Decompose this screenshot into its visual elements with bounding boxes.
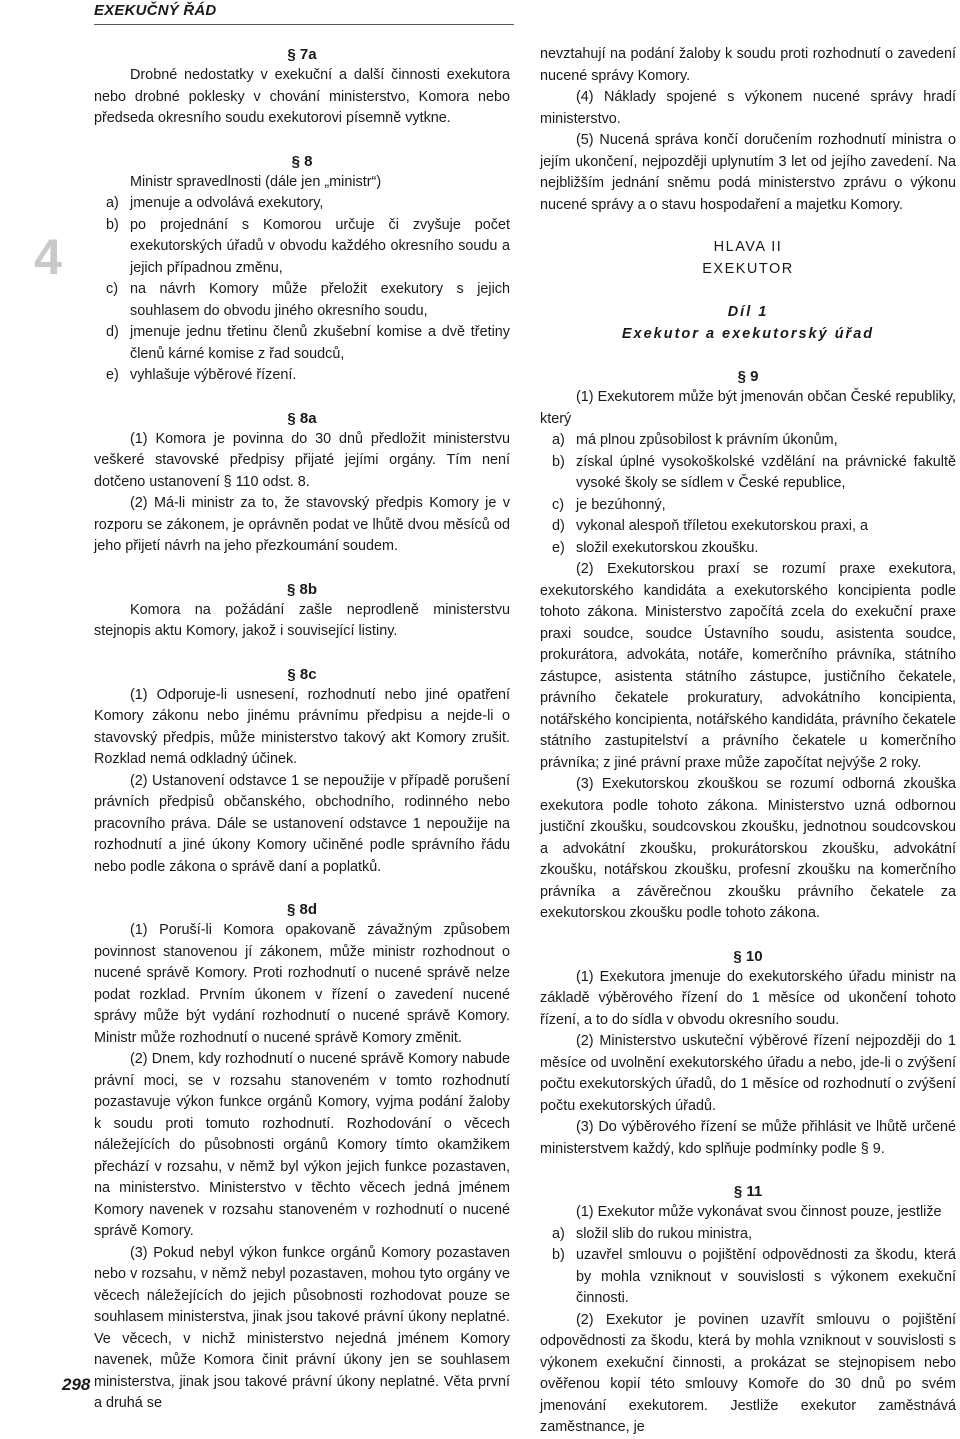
s11-item-a: a) složil slib do rukou ministra, — [552, 1225, 752, 1242]
spacer — [540, 1160, 956, 1181]
part-heading-number: Díl 1 — [727, 304, 769, 320]
s8-item-b: b) po projednání s Komorou určuje či zvyšuje počet exekutorských úřadů v obvodu každého okresního soudu a jejich případnou změnu, — [106, 216, 510, 276]
chapter-heading-number: HLAVA II — [713, 239, 783, 255]
s8a-paragraph-1: (1) Komora je povinna do 30 dnů předložit ministerstvu veškeré stavovské předpisy přijaté jejími orgány. Tím není dotčeno ustanovení § 110 odst. 8. — [94, 430, 510, 490]
s8d-paragraph-2: (2) Dnem, kdy rozhodnutí o nucené správě Komory nabude právní moci, se v rozsahu stanoveném v tomto rozhodnutí pozastavuje výkon funkce orgánů Komory, vyjma podání žaloby k soudu proti tomuto rozhodnutí. Rozhodování o věcech náležejících do působnosti orgánů Komory tímto okamžikem přechází v rozsahu, v němž byl výkon jejich funkce pozastaven, na ministerstvo. Ministerstvo v těchto věcech jedná jménem Komory navenek v rozsahu stanoveném v rozhodnutí o nucené správě Komory. — [94, 1051, 510, 1239]
section-heading-8: § 8 — [291, 152, 313, 170]
spacer — [540, 216, 956, 237]
spacer — [540, 925, 956, 946]
s11-paragraph-1: (1) Exekutor může vykonávat svou činnost pouze, jestliže — [576, 1204, 942, 1220]
s8c-paragraph-2: (2) Ustanovení odstavce 1 se nepoužije v případě porušení právních předpisů občanského, obchodního, rodinného nebo pracovního práva. Dále se ustanovení odstavce 1 nepoužije na rozhodnutí a jiné úkony Komory učiněné podle správního řádu nebo podle zákona o správě daní a poplatků. — [94, 772, 510, 875]
spacer — [94, 387, 510, 408]
s9-item-d: d) vykonal alespoň tříletou exekutorskou praxi, a — [552, 518, 868, 534]
section-heading-7a: § 7a — [287, 46, 317, 63]
s8d-paragraph-1: (1) Poruší-li Komora opakovaně závažným způsobem povinnost stanovenou jí zákonem, může ministr rozhodnout o nucené správě Komory. Proti rozhodnutí o nucené správě nelze podat rozklad. Prvním úkonem v řízení o zavedení nucené správy může být vydání rozhodnutí o nucené správě Komory. Ministr může rozhodnutí o nucené správě Komory změnit. — [94, 922, 510, 1046]
s10-paragraph-1: (1) Exekutora jmenuje do exekutorského úřadu ministr na základě výběrového řízení do 1 měsíce od ukončení tohoto řízení, a to do sídla v obvodu okresního soudu. — [540, 968, 956, 1028]
s8c-paragraph-1: (1) Odporuje-li usnesení, rozhodnutí nebo jiné opatření Komory zákonu nebo jinému právnímu předpisu a nejde-li o stavovský předpis, může ministerstvo takový akt Komory zrušit. Rozklad nemá odkladný účinek. — [94, 686, 510, 767]
s9-item-c: c) je bezúhonný, — [552, 496, 666, 513]
running-header-title: EXEKUČNÝ ŘÁD — [94, 2, 217, 19]
part-heading-title: Exekutor a exekutorský úřad — [621, 326, 875, 342]
s9-paragraph-2: (2) Exekutorskou praxí se rozumí praxe exekutora, exekutorského kandidáta a exekutorského koncipienta podle tohoto zákona. Ministerstvo započítá zcela do exekuční praxe praxi soudce, soudce Ústavního soudu, asistenta soudce, prokurátora, advokáta, notáře, komerčního právníka, státního zástupce, asistenta státního zástupce, justičního čekatele, právního čekatele prokuratury, advokátního koncipienta, notářského koncipienta, notářského kandidáta, právního čekatele státního zastupitelství a právního čekatele u komerčního právníka; z jiné právní praxe může započítat nejvýše 2 roky. — [540, 561, 956, 771]
page-gutter — [0, 0, 91, 1399]
section-heading-11: § 11 — [733, 1183, 763, 1200]
spacer — [540, 280, 956, 301]
chapter-tab-number: 4 — [34, 229, 62, 285]
spacer — [540, 345, 956, 366]
s8-item-e: e) vyhlašuje výběrové řízení. — [106, 367, 297, 383]
s9-item-a: a) má plnou způsobilost k právním úkonům, — [552, 432, 838, 448]
section-heading-10: § 10 — [733, 947, 763, 965]
spacer — [94, 643, 510, 664]
section-heading-8b: § 8b — [286, 580, 317, 598]
section-heading-8c: § 8c — [287, 665, 317, 683]
header-rule — [94, 24, 514, 25]
s10-paragraph-3: (3) Do výběrového řízení se může přihlásit ve lhůtě určené ministerstvem každý, kdo splňuje podmínky podle § 9. — [540, 1119, 956, 1157]
s8d-paragraph-3: (3) Pokud nebyl výkon funkce orgánů Komory pozastaven nebo v rozsahu, v němž nebyl pozastaven, mohou tyto orgány ve věcech náležejících do jejich působnosti rozhodovat pouze se souhlasem ministerstva, jinak jsou takové právní úkony neplatné. Ve věcech, v nichž ministerstvo nejedná jménem Komory navenek, může Komora činit právní úkony jen se souhlasem ministerstva, jinak jsou takové právní úkony neplatné. Věta první a druhá se — [94, 1244, 510, 1411]
chapter-heading-title: EXEKUTOR — [702, 260, 794, 277]
s9-item-e: e) složil exekutorskou zkoušku. — [552, 539, 759, 556]
s8-item-c: c) na návrh Komory může přeložit exekutory s jejich souhlasem do obvodu jiného okresního soudu, — [106, 281, 510, 319]
s8d-continuation: nevztahují na podání žaloby k soudu proti rozhodnutí o zavedení nucené správy Komory. — [540, 46, 956, 84]
s9-item-b: b) získal úplné vysokoškolské vzdělání na právnické fakultě vysoké školy se sídlem v České republice, — [552, 453, 956, 491]
s10-paragraph-2: (2) Ministerstvo uskuteční výběrové řízení nejpozději do 1 měsíce od uvolnění exekutorského úřadu a nebo, jde-li o zvýšení počtu exekutorských úřadů, do 1 měsíce od rozhodnutí o zvýšení počtu exekutorských úřadů. — [540, 1033, 956, 1114]
left-column — [94, 44, 510, 1415]
s8d-paragraph-4: (4) Náklady spojené s výkonem nucené správy hradí ministerstvo. — [540, 89, 956, 127]
s11-paragraph-2: (2) Exekutor je povinen uzavřít smlouvu o pojištění odpovědnosti za škodu, která by mohla vzniknout v souvislosti s výkonem exekuční činnosti, a prokázat se stejnopisem nebo ověřenou kopií této smlouvy Komoře do 30 dnů po svém jmenování exekutorem. Jestliže exekutor zaměstnává zaměstnance, je — [540, 1311, 956, 1435]
section-heading-9: § 9 — [737, 368, 759, 385]
spacer — [94, 130, 510, 151]
s11-item-b: b) uzavřel smlouvu o pojištění odpovědnosti za škodu, která by mohla vzniknout v souvislosti s výkonem exekuční činnosti. — [552, 1247, 956, 1306]
s8-item-a: a) jmenuje a odvolává exekutory, — [106, 195, 324, 211]
s8-item-d: d) jmenuje jednu třetinu členů zkušební komise a dvě třetiny členů kárné komise z řad soudců, — [106, 324, 510, 362]
s8d-paragraph-5: (5) Nucená správa končí doručením rozhodnutí ministra o jejím ukončení, nejpozději uplynutím 3 let od jejího zavedení. Na nejbližším jednání sněmu podá ministerstvo zprávu o výkonu nucené správy a o stavu hospodaření a majetku Komory. — [540, 132, 956, 213]
s9-paragraph-1: (1) Exekutorem může být jmenován občan České republiky, který — [540, 389, 956, 427]
s8b-paragraph: Komora na požádání zašle neprodleně ministerstvu stejnopis aktu Komory, jakož i související listiny. — [94, 601, 510, 639]
s8a-paragraph-2: (2) Má-li ministr za to, že stavovský předpis Komory je v rozporu se zákonem, je oprávněn podat ve lhůtě dvou měsíců od jeho přijetí návrh na jeho přezkoumání soudem. — [94, 495, 510, 554]
section-heading-8a: § 8a — [287, 409, 317, 427]
s7a-paragraph: Drobné nedostatky v exekuční a další činnosti exekutora nebo drobné poklesky v chování ministerstvo, Komora nebo předseda okresního soudu exekutorovi písemně vytkne. — [94, 67, 510, 126]
spacer — [94, 558, 510, 579]
right-column — [540, 44, 956, 1439]
s9-paragraph-3: (3) Exekutorskou zkouškou se rozumí odborná zkouška exekutora podle tohoto zákona. Ministerstvo uzná odbornou justiční zkoušku, soudcovskou zkoušku, jednotnou soudcovskou a advokátní zkoušku, prokurátorskou zkoušku, advokátní zkoušku, notářskou zkoušku, profesní zkoušku na komerčního právníka a závěrečnou zkoušku právního čekatele za exekutorskou zkoušku podle tohoto zákona. — [540, 776, 956, 921]
section-heading-8d: § 8d — [286, 901, 317, 918]
s8-intro: Ministr spravedlnosti (dále jen „ministr“) — [130, 173, 382, 190]
spacer — [94, 878, 510, 899]
page-number: 298 — [62, 1375, 91, 1394]
